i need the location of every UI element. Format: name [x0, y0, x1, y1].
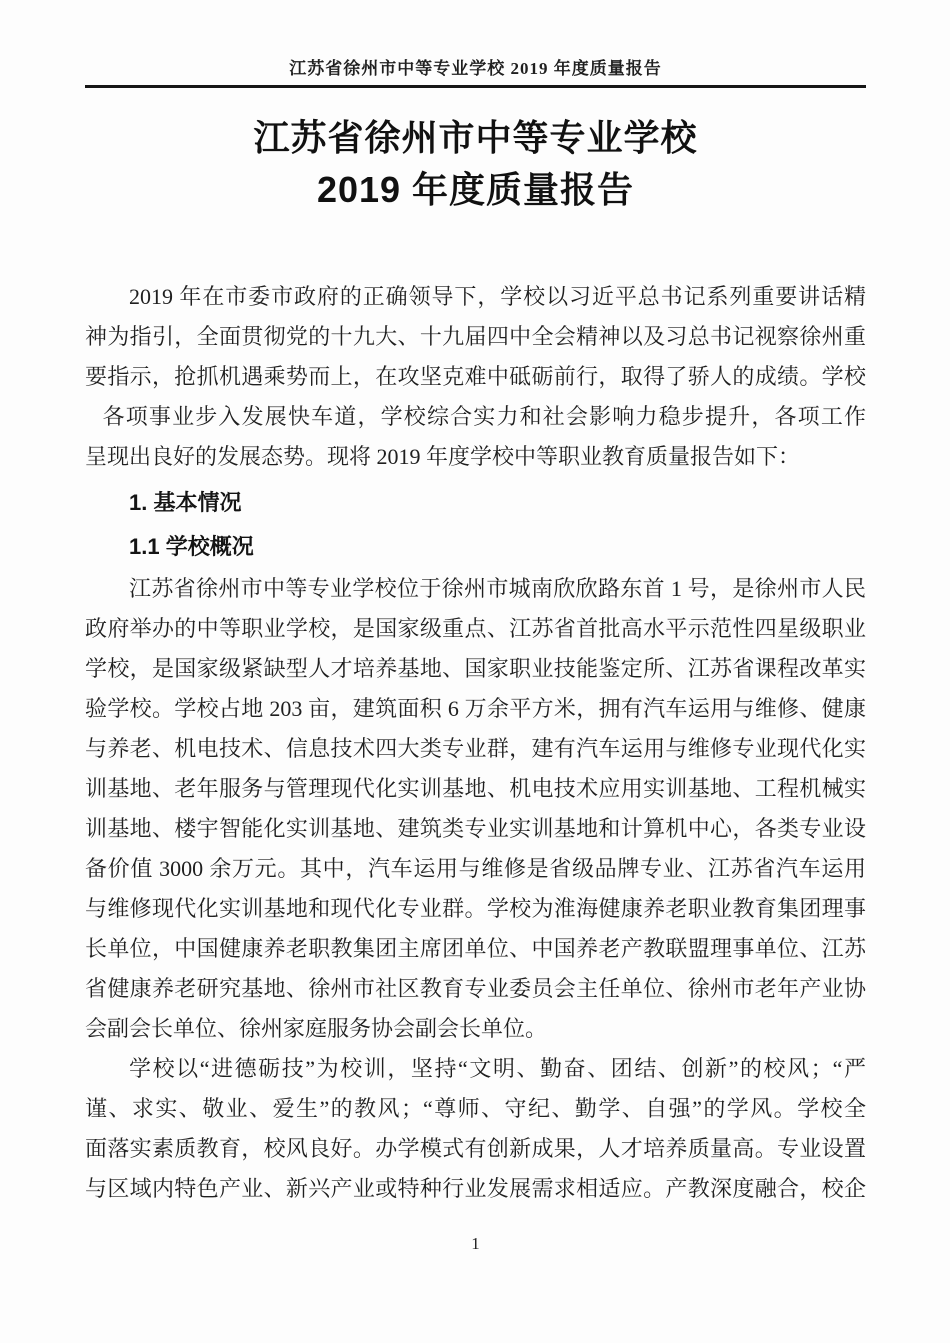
paragraph-line: 长单位，中国健康养老职教集团主席团单位、中国养老产教联盟理事单位、江苏 [85, 936, 866, 961]
paragraph-line: 会副会长单位、徐州家庭服务协会副会长单位。 [85, 1016, 548, 1041]
paragraph-line: 政府举办的中等职业学校，是国家级重点、江苏省首批高水平示范性四星级职业 [85, 616, 866, 641]
page-header [85, 57, 866, 88]
paragraph-line: 呈现出良好的发展态势。现将 2019 年度学校中等职业教育质量报告如下： [85, 444, 801, 469]
paragraph-line: 2019 年在市委市政府的正确领导下，学校以习近平总书记系列重要讲话精 [129, 284, 866, 309]
paragraph-line: 面落实素质教育，校风良好。办学模式有创新成果，人才培养质量高。专业设置 [85, 1136, 866, 1161]
paragraph-line: 江苏省徐州市中等专业学校位于徐州市城南欣欣路东首 1 号，是徐州市人民 [129, 576, 866, 601]
document-title-line1: 江苏省徐州市中等专业学校 [253, 117, 698, 158]
paragraph-line: 学校以“进德砺技”为校训，坚持“文明、勤奋、团结、创新”的校风；“严 [129, 1056, 866, 1081]
paragraph-line: 与区域内特色产业、新兴产业或特种行业发展需求相适应。产教深度融合，校企 [85, 1176, 866, 1201]
document-title-line2: 2019 年度质量报告 [316, 169, 635, 210]
page-footer [85, 1231, 866, 1257]
paragraph-line: 验学校。学校占地 203 亩，建筑面积 6 万余平方米，拥有汽车运用与维修、健康 [85, 696, 866, 721]
running-header-title: 江苏省徐州市中等专业学校 2019 年度质量报告 [289, 59, 662, 78]
paragraph-line: 训基地、老年服务与管理现代化实训基地、机电技术应用实训基地、工程机械实 [85, 776, 866, 801]
paragraph-line: 学校，是国家级紧缺型人才培养基地、国家职业技能鉴定所、江苏省课程改革实 [85, 656, 866, 681]
section-heading: 1.1 学校概况 [129, 534, 254, 559]
paragraph-line: 训基地、楼宇智能化实训基地、建筑类专业实训基地和计算机中心，各类专业设 [85, 816, 866, 841]
paragraph-line: 各项事业步入发展快车道，学校综合实力和社会影响力稳步提升，各项工作 [102, 404, 866, 429]
document-body [85, 277, 866, 1209]
paragraph-line: 神为指引，全面贯彻党的十九大、十九届四中全会精神以及习总书记视察徐州重 [85, 324, 866, 349]
paragraph [85, 569, 866, 1049]
page-number: 1 [471, 1234, 480, 1253]
paragraph-line: 要指示，抢抓机遇乘势而上，在攻坚克难中砥砺前行，取得了骄人的成绩。学校 [85, 364, 866, 389]
paragraph-line: 与养老、机电技术、信息技术四大类专业群，建有汽车运用与维修专业现代化实 [85, 736, 866, 761]
paragraph [85, 277, 866, 477]
document-page [0, 57, 950, 1343]
document-title [85, 112, 866, 216]
paragraph-line: 省健康养老研究基地、徐州市社区教育专业委员会主任单位、徐州市老年产业协 [85, 976, 866, 1001]
section-heading: 1. 基本情况 [129, 490, 242, 515]
paragraph-line: 谨、求实、敬业、爱生”的教风；“尊师、守纪、勤学、自强”的学风。学校全 [85, 1096, 866, 1121]
paragraph-line: 与维修现代化实训基地和现代化专业群。学校为淮海健康养老职业教育集团理事 [85, 896, 866, 921]
paragraph-line: 备价值 3000 余万元。其中，汽车运用与维修是省级品牌专业、江苏省汽车运用 [85, 856, 866, 881]
paragraph [85, 1049, 866, 1209]
